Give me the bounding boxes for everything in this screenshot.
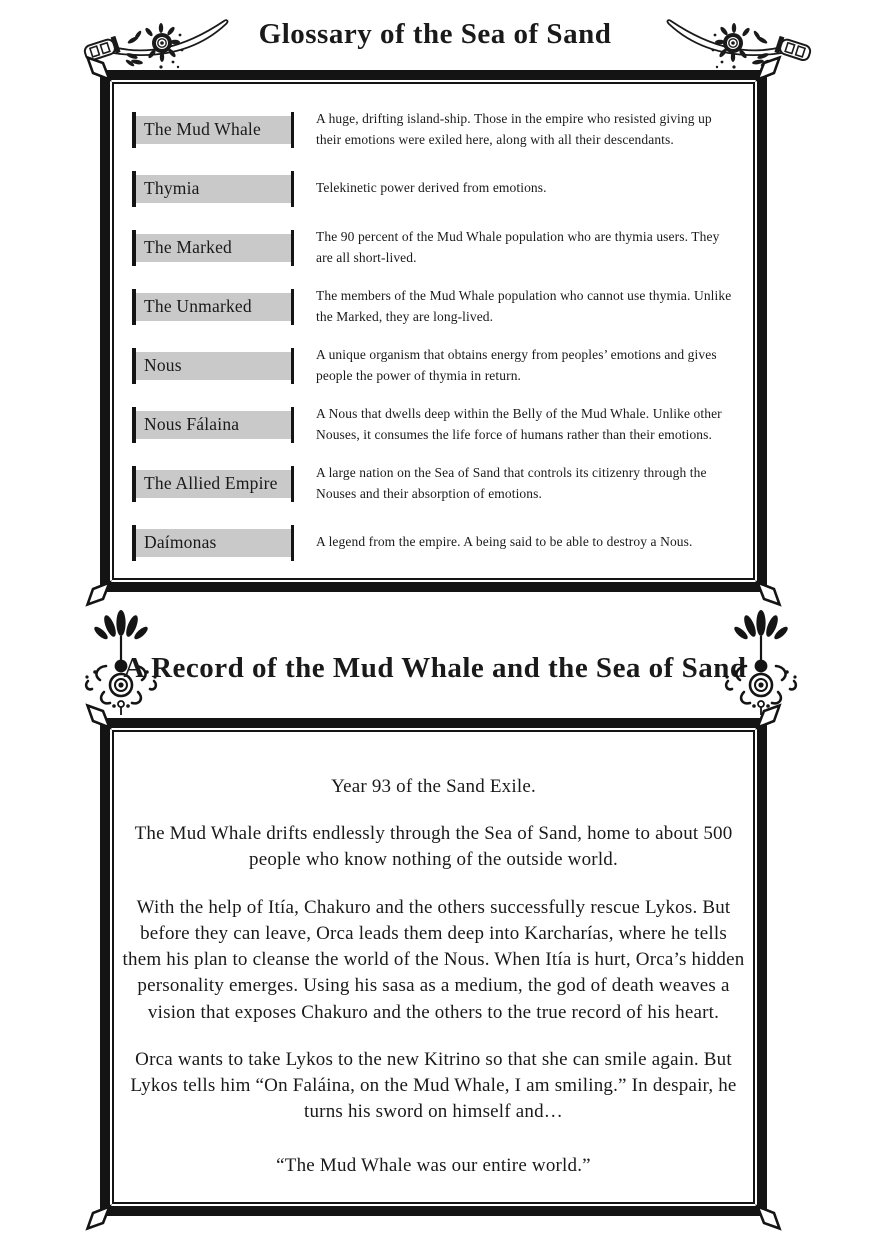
glossary-title: Glossary of the Sea of Sand — [258, 18, 612, 50]
term-definition: A legend from the empire. A being said to be able to destroy a Nous. — [316, 534, 693, 550]
record-paragraph: With the help of Itía, Chakuro and the others successfully rescue Lykos. But before they can leave, Orca leads them deep into Karcharías, where he tells them his plan to cleanse the world of the Nous. When Itía is hurt, Orca’s hidden personality emerges. Using his sasa as a medium, the god of death weaves a vision that exposes Chakuro and the others to the true record of his heart. — [122, 896, 745, 1023]
glossary-entry — [132, 454, 741, 513]
glossary-entry — [132, 277, 741, 336]
glossary-entry — [132, 336, 741, 395]
term-definition: A large nation on the Sea of Sand that controls its citizenry through the Nouses and their absorption of emotions. — [316, 464, 707, 501]
record-paragraph: Year 93 of the Sand Exile. — [331, 776, 536, 797]
record-closing-quote: “The Mud Whale was our entire world.” — [276, 1155, 591, 1177]
corner-diamond-icon — [85, 577, 115, 607]
term-label: Daímonas — [132, 529, 294, 557]
glossary-entry — [132, 218, 741, 277]
term-definition: A unique organism that obtains energy from peoples’ emotions and gives people the power of thymia in return. — [316, 346, 717, 383]
term-label: Thymia — [132, 175, 294, 203]
record-frame — [100, 718, 767, 1216]
term-definition: Telekinetic power derived from emotions. — [316, 180, 547, 196]
record-paragraph: Orca wants to take Lykos to the new Kitrino so that she can smile again. But Lykos tells him “On Faláina, on the Mud Whale, I am smiling.” In despair, he turns his sword on himself and… — [130, 1048, 737, 1123]
term-definition: The 90 percent of the Mud Whale population who are thymia users. They are all short-lived. — [316, 228, 720, 265]
glossary-entry — [132, 513, 741, 572]
term-label: Nous — [132, 352, 294, 380]
term-label: The Unmarked — [132, 293, 294, 321]
term-label: Nous Fálaina — [132, 411, 294, 439]
term-label: The Allied Empire — [132, 470, 294, 498]
term-label: The Mud Whale — [132, 116, 294, 144]
corner-diamond-icon — [752, 1201, 782, 1231]
glossary-entry — [132, 100, 741, 159]
term-definition: A huge, drifting island-ship. Those in the empire who resisted giving up their emotions were exiled here, along with all their descendants. — [316, 110, 712, 147]
glossary-entry — [132, 159, 741, 218]
term-definition: The members of the Mud Whale population who cannot use thymia. Unlike the Marked, they are long-lived. — [316, 287, 732, 324]
term-label: The Marked — [132, 234, 294, 262]
corner-diamond-icon — [752, 577, 782, 607]
corner-diamond-icon — [85, 703, 115, 733]
corner-diamond-icon — [752, 703, 782, 733]
glossary-entry — [132, 395, 741, 454]
record-title: A Record of the Mud Whale and the Sea of Sand — [123, 652, 747, 684]
record-paragraph: The Mud Whale drifts endlessly through the Sea of Sand, home to about 500 people who know nothing of the outside world. — [134, 823, 733, 871]
term-definition: A Nous that dwells deep within the Belly of the Mud Whale. Unlike other Nouses, it consumes the life force of humans rather than their emotions. — [316, 405, 722, 442]
glossary-list — [110, 80, 757, 572]
record-text — [120, 728, 748, 1180]
corner-diamond-icon — [85, 1201, 115, 1231]
glossary-frame — [100, 70, 767, 592]
floral-totem-ornament-right-icon — [716, 606, 806, 718]
